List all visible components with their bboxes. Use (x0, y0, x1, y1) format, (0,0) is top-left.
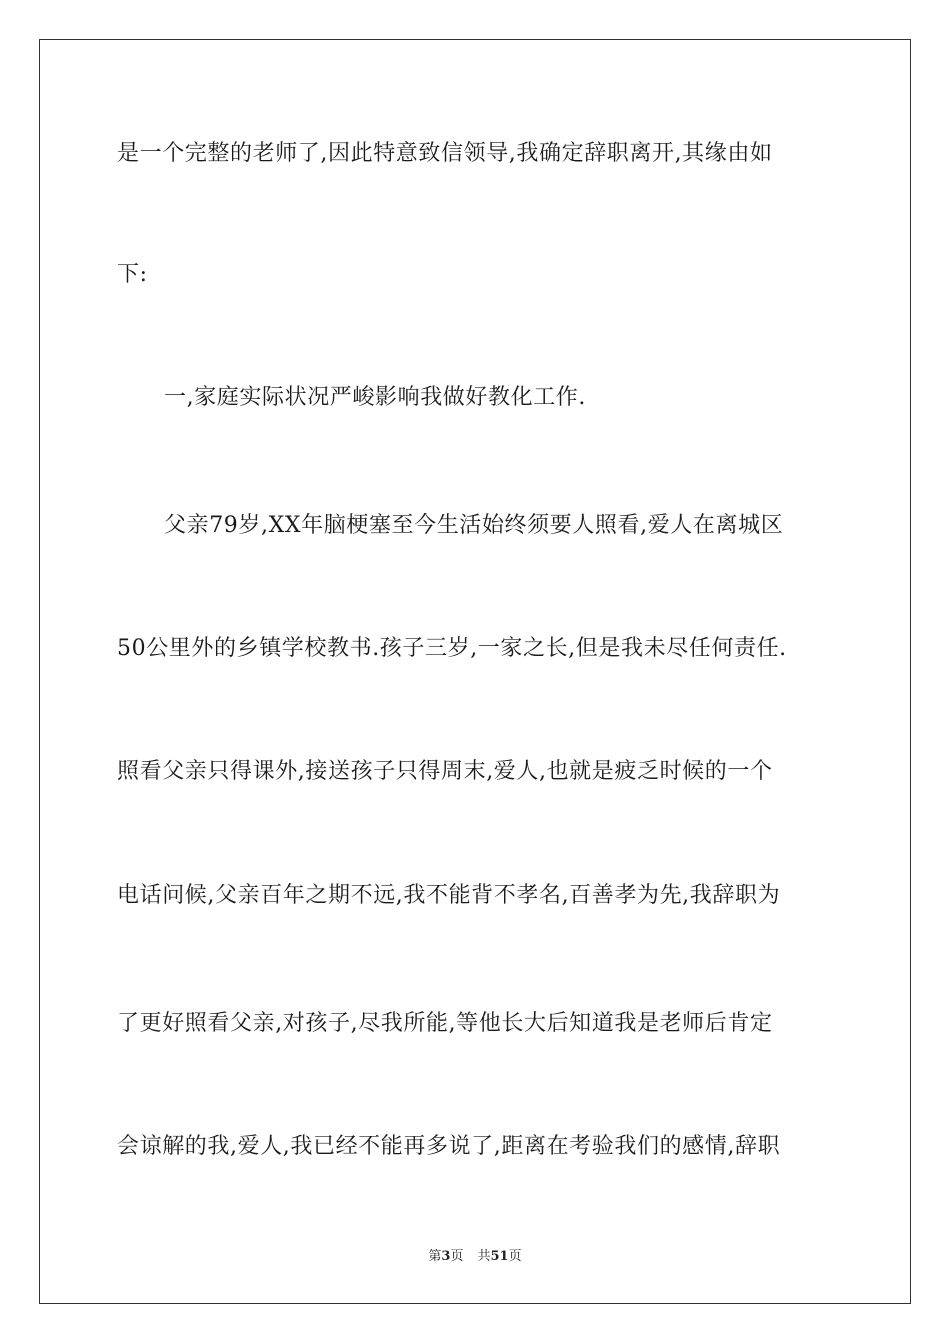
paragraph-line-7: 了更好照看父亲,对孩子,尽我所能,等他长大后知道我是老师后肯定 (117, 1011, 773, 1036)
page-label-suffix: 页 (450, 1249, 464, 1264)
current-page-number: 3 (441, 1249, 451, 1264)
paragraph-line-6: 电话问候,父亲百年之期不远,我不能背不孝名,百善孝为先,我辞职为 (117, 883, 781, 908)
page-label-prefix: 第 (428, 1249, 442, 1264)
total-label-suffix: 页 (508, 1249, 522, 1264)
paragraph-line-1: 是一个完整的老师了,因此特意致信领导,我确定辞职离开,其缘由如 (117, 141, 773, 166)
paragraph-line-3: 父亲79岁,XX年脑梗塞至今生活始终须要人照看,爱人在离城区 (164, 513, 784, 538)
page-border (39, 39, 911, 1304)
paragraph-line-5: 照看父亲只得课外,接送孩子只得周末,爱人,也就是疲乏时候的一个 (117, 759, 773, 784)
paragraph-line-4: 50公里外的乡镇学校教书.孩子三岁,一家之长,但是我未尽任何责任. (117, 636, 787, 661)
paragraph-line-8: 会谅解的我,爱人,我已经不能再多说了,距离在考验我们的感情,辞职 (117, 1134, 781, 1159)
paragraph-line-2: 下: (117, 262, 148, 287)
page-footer (0, 1248, 950, 1266)
total-page-count: 51 (490, 1249, 509, 1264)
total-label-prefix: 共 (477, 1249, 491, 1264)
section-heading-1: 一,家庭实际状况严峻影响我做好教化工作. (164, 385, 586, 410)
